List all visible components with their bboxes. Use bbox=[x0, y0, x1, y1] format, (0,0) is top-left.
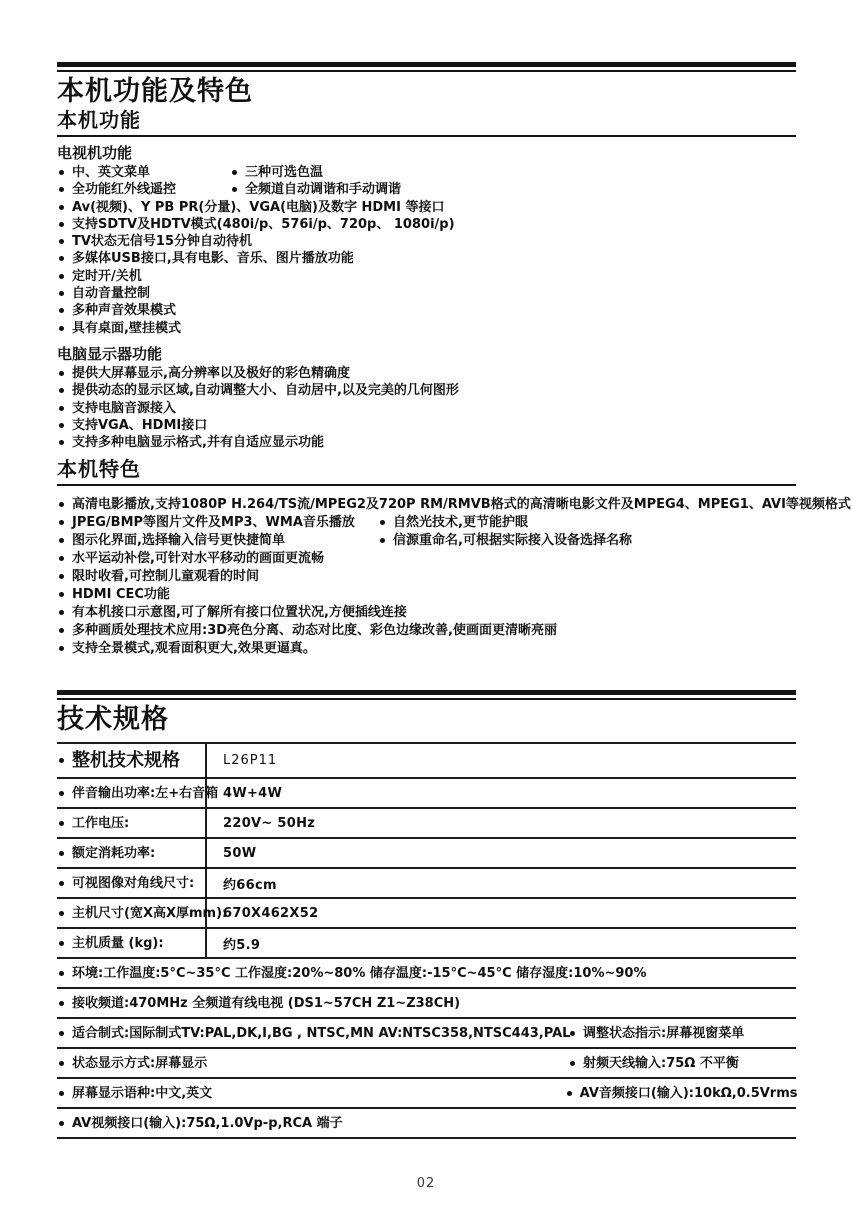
spec-row bbox=[57, 989, 796, 1019]
bullet-text: 水平运动补偿,可针对水平移动的画面更流畅 bbox=[72, 551, 324, 567]
section-title-features: 本机功能及特色 bbox=[57, 76, 253, 107]
bullet-item bbox=[57, 785, 219, 802]
list-item bbox=[57, 181, 796, 198]
bullet-icon bbox=[570, 1061, 575, 1066]
bullet-item bbox=[57, 550, 324, 568]
bullet-icon bbox=[380, 520, 385, 525]
bullet-icon bbox=[59, 187, 64, 192]
bullet-item bbox=[57, 905, 228, 922]
spec-label-cell bbox=[57, 869, 207, 897]
bullet-item bbox=[57, 181, 230, 198]
bullet-text: 支持电脑音源接入 bbox=[72, 400, 177, 416]
list-item bbox=[57, 586, 796, 604]
list-item bbox=[57, 434, 796, 451]
spec-value: 约66cm bbox=[223, 877, 277, 893]
bullet-icon bbox=[59, 1061, 64, 1066]
spec-label-cell bbox=[57, 809, 207, 837]
bullet-icon bbox=[59, 1121, 64, 1126]
spec-label-cell bbox=[57, 779, 219, 807]
bullet-item bbox=[57, 434, 324, 451]
bullet-icon bbox=[232, 170, 237, 175]
bullet-text: 调整状态指示:屏幕视窗菜单 bbox=[583, 1025, 745, 1041]
spec-value-cell bbox=[207, 929, 796, 957]
spec-value-cell bbox=[207, 744, 796, 777]
bullet-icon bbox=[59, 1091, 64, 1096]
bullet-icon bbox=[59, 222, 64, 227]
bullet-icon bbox=[59, 326, 64, 331]
list-item bbox=[57, 164, 796, 181]
bullet-text: 适合制式:国际制式TV:PAL,DK,I,BG , NTSC,MN AV:NTSC358,NTSC443,PAL bbox=[72, 1025, 571, 1041]
bullet-item bbox=[57, 320, 181, 337]
bullet-icon bbox=[232, 187, 237, 192]
spec-label-cell bbox=[57, 899, 228, 927]
bullet-item bbox=[565, 1079, 796, 1107]
bullet-text: 接收频道:470MHz 全频道有线电视 (DS1~57CH Z1~Z38CH) bbox=[72, 995, 461, 1011]
bullet-item bbox=[57, 935, 164, 952]
bullet-icon bbox=[59, 388, 64, 393]
bullet-icon bbox=[59, 851, 64, 856]
list-item bbox=[57, 216, 796, 233]
specs-divider-thick bbox=[57, 690, 796, 695]
group-heading-pc-functions: 电脑显示器功能 bbox=[57, 344, 163, 363]
bullet-item bbox=[57, 268, 142, 285]
bullet-icon bbox=[59, 971, 64, 976]
bullet-text: 支持VGA、HDMI接口 bbox=[72, 417, 208, 433]
page-number: 02 bbox=[416, 1176, 436, 1191]
bullet-icon bbox=[59, 646, 64, 651]
bullet-text: JPEG/BMP等图片文件及MP3、WMA音乐播放 bbox=[72, 515, 355, 531]
list-item bbox=[57, 250, 796, 267]
bullet-item bbox=[568, 1049, 739, 1077]
bullet-text: AV视频接口(输入):75Ω,1.0Vp-p,RCA 端子 bbox=[72, 1115, 343, 1131]
top-divider-thick bbox=[57, 62, 796, 67]
top-divider-thin bbox=[57, 70, 796, 72]
bullet-icon bbox=[59, 274, 64, 279]
bullet-icon bbox=[59, 170, 64, 175]
list-item bbox=[57, 568, 796, 586]
bullet-item bbox=[378, 532, 632, 550]
bullet-item bbox=[57, 959, 646, 987]
bullet-item bbox=[57, 514, 378, 532]
bullet-text: 支持SDTV及HDTV模式(480i/p、576i/p、720p、 1080i/p) bbox=[72, 216, 455, 232]
bullet-item bbox=[57, 400, 176, 417]
spec-value-cell bbox=[207, 869, 796, 897]
bullet-item bbox=[57, 845, 155, 862]
bullet-text: 主机尺寸(宽X高X厚mm): bbox=[72, 905, 228, 921]
bullet-icon bbox=[59, 574, 64, 579]
bullet-item bbox=[57, 640, 316, 658]
subsection-title-functions: 本机功能 bbox=[57, 108, 796, 137]
spec-row bbox=[57, 779, 796, 809]
bullet-icon bbox=[59, 758, 64, 763]
bullet-icon bbox=[59, 941, 64, 946]
bullet-item bbox=[57, 216, 455, 233]
bullet-item bbox=[57, 1019, 571, 1047]
bullet-icon bbox=[59, 502, 64, 507]
bullet-text: 射频天线输入:75Ω 不平衡 bbox=[583, 1055, 739, 1071]
bullet-item bbox=[57, 1079, 565, 1107]
bullet-item bbox=[57, 568, 259, 586]
bullet-text: 屏幕显示语种:中文,英文 bbox=[72, 1085, 213, 1101]
list-item bbox=[57, 268, 796, 285]
characteristics-list bbox=[57, 496, 851, 658]
list-item bbox=[57, 320, 796, 337]
bullet-item bbox=[57, 604, 407, 622]
spec-value-cell bbox=[207, 809, 796, 837]
bullet-item bbox=[57, 250, 354, 267]
spec-row bbox=[57, 899, 796, 929]
spec-value: L26P11 bbox=[223, 753, 278, 769]
pc-functions-list bbox=[57, 365, 796, 451]
bullet-item bbox=[57, 233, 252, 250]
bullet-icon bbox=[59, 205, 64, 210]
bullet-text: 具有桌面,壁挂模式 bbox=[72, 320, 181, 336]
spec-value: 670X462X52 bbox=[223, 905, 319, 921]
bullet-item bbox=[57, 365, 350, 382]
spec-row bbox=[57, 1049, 796, 1079]
bullet-icon bbox=[59, 628, 64, 633]
list-item bbox=[57, 233, 796, 250]
bullet-item bbox=[230, 164, 323, 181]
bullet-item bbox=[57, 875, 194, 892]
bullet-item bbox=[57, 1049, 568, 1077]
list-item bbox=[57, 285, 796, 302]
bullet-text: 中、英文菜单 bbox=[72, 165, 151, 180]
bullet-icon bbox=[59, 538, 64, 543]
list-item bbox=[57, 514, 796, 532]
bullet-text: TV状态无信号15分钟自动待机 bbox=[72, 234, 253, 250]
bullet-item bbox=[57, 302, 176, 319]
subsection-title-characteristics: 本机特色 bbox=[57, 457, 796, 486]
bullet-item bbox=[57, 750, 180, 772]
bullet-text: 支持全景模式,观看面积更大,效果更逼真。 bbox=[72, 641, 316, 657]
bullet-text: 多种声音效果模式 bbox=[72, 303, 177, 319]
spec-value-cell bbox=[207, 839, 796, 867]
spec-value-cell bbox=[207, 779, 796, 807]
bullet-item bbox=[57, 164, 230, 181]
bullet-item bbox=[57, 417, 207, 434]
spec-table bbox=[57, 742, 796, 1139]
bullet-icon bbox=[59, 371, 64, 376]
list-item bbox=[57, 417, 796, 434]
spec-value: 220V~ 50Hz bbox=[223, 815, 316, 831]
list-item bbox=[57, 365, 796, 382]
spec-row bbox=[57, 959, 796, 989]
bullet-icon bbox=[59, 821, 64, 826]
list-item bbox=[57, 400, 796, 417]
bullet-icon bbox=[570, 1031, 575, 1036]
bullet-icon bbox=[567, 1091, 572, 1096]
bullet-text: 自然光技术,更节能护眼 bbox=[393, 515, 528, 531]
bullet-icon bbox=[59, 440, 64, 445]
spec-value: 50W bbox=[223, 845, 257, 861]
spec-row bbox=[57, 809, 796, 839]
bullet-text: 状态显示方式:屏幕显示 bbox=[72, 1055, 208, 1071]
bullet-text: 定时开/关机 bbox=[72, 268, 142, 284]
list-item bbox=[57, 302, 796, 319]
bullet-icon bbox=[59, 520, 64, 525]
bullet-icon bbox=[59, 592, 64, 597]
bullet-icon bbox=[59, 423, 64, 428]
bullet-icon bbox=[59, 556, 64, 561]
bullet-text: 全功能红外线遥控 bbox=[72, 182, 177, 198]
bullet-text: 图示化界面,选择输入信号更快捷简单 bbox=[72, 533, 285, 549]
bullet-item bbox=[57, 496, 851, 514]
list-item bbox=[57, 382, 796, 399]
bullet-item bbox=[230, 181, 401, 198]
spec-row bbox=[57, 1079, 796, 1109]
bullet-text: 限时收看,可控制儿童观看的时间 bbox=[72, 569, 259, 585]
bullet-text: 多种画质处理技术应用:3D亮色分离、动态对比度、彩色边缘改善,使画面更清晰亮丽 bbox=[72, 623, 557, 639]
spec-value-cell bbox=[207, 899, 796, 927]
bullet-item bbox=[57, 532, 378, 550]
bullet-item bbox=[57, 622, 557, 640]
bullet-item bbox=[57, 1109, 343, 1137]
bullet-icon bbox=[59, 911, 64, 916]
bullet-text: 支持多种电脑显示格式,并有自适应显示功能 bbox=[72, 435, 324, 451]
bullet-icon bbox=[59, 791, 64, 796]
bullet-text: HDMI CEC功能 bbox=[72, 587, 170, 603]
bullet-text: 工作电压: bbox=[72, 815, 130, 831]
bullet-icon bbox=[380, 538, 385, 543]
bullet-icon bbox=[59, 610, 64, 615]
bullet-text: 高清电影播放,支持1080P H.264/TS流/MPEG2及720P RM/RMVB格式的高清晰电影文件及MPEG4、MPEG1、AVI等视频格式 bbox=[72, 497, 851, 513]
bullet-icon bbox=[59, 1001, 64, 1006]
bullet-item bbox=[57, 586, 170, 604]
spec-row bbox=[57, 1109, 796, 1139]
list-item bbox=[57, 532, 796, 550]
bullet-item bbox=[57, 815, 129, 832]
bullet-icon bbox=[59, 1031, 64, 1036]
group-heading-tv-functions: 电视机功能 bbox=[57, 144, 133, 162]
bullet-text: 伴音输出功率:左+右音箱 bbox=[72, 785, 219, 801]
bullet-item bbox=[57, 199, 444, 216]
bullet-text: 多媒体USB接口,具有电影、音乐、图片播放功能 bbox=[72, 251, 354, 267]
tv-functions-list bbox=[57, 164, 796, 337]
bullet-text: 整机技术规格 bbox=[72, 750, 180, 772]
bullet-text: Av(视频)、Y PB PR(分量)、VGA(电脑)及数字 HDMI 等接口 bbox=[72, 199, 445, 215]
spec-row bbox=[57, 869, 796, 899]
bullet-text: 有本机接口示意图,可了解所有接口位置状况,方便插线连接 bbox=[72, 605, 407, 621]
bullet-icon bbox=[59, 881, 64, 886]
bullet-text: 提供动态的显示区域,自动调整大小、自动居中,以及完美的几何图形 bbox=[72, 383, 459, 399]
bullet-icon bbox=[59, 291, 64, 296]
spec-label-cell bbox=[57, 929, 207, 957]
bullet-item bbox=[57, 285, 150, 302]
bullet-text: 主机质量 (kg): bbox=[72, 935, 164, 951]
bullet-item bbox=[378, 514, 528, 532]
list-item bbox=[57, 622, 796, 640]
spec-label-cell bbox=[57, 744, 207, 777]
bullet-text: 全频道自动调谐和手动调谐 bbox=[245, 182, 402, 198]
bullet-text: 信源重命名,可根据实际接入设备选择名称 bbox=[393, 533, 632, 549]
list-item bbox=[57, 199, 796, 216]
bullet-text: 可视图像对角线尺寸: bbox=[72, 875, 195, 891]
list-item bbox=[57, 640, 796, 658]
section-title-specs: 技术规格 bbox=[57, 704, 169, 736]
bullet-text: 自动音量控制 bbox=[72, 286, 151, 302]
spec-row bbox=[57, 839, 796, 869]
bullet-icon bbox=[59, 256, 64, 261]
bullet-text: 三种可选色温 bbox=[245, 165, 324, 180]
spec-row bbox=[57, 929, 796, 959]
spec-row bbox=[57, 1019, 796, 1049]
spec-value: 4W+4W bbox=[223, 785, 283, 801]
bullet-item bbox=[57, 382, 459, 399]
bullet-icon bbox=[59, 308, 64, 313]
page-content bbox=[57, 62, 851, 1139]
bullet-text: 环境:工作温度:5°C~35°C 工作湿度:20%~80% 储存温度:-15°C~45°C 储存湿度:10%~90% bbox=[72, 965, 647, 981]
bullet-item bbox=[568, 1019, 744, 1047]
spec-label-cell bbox=[57, 839, 207, 867]
bullet-text: AV音频接口(输入):10kΩ,0.5Vrms bbox=[579, 1085, 798, 1101]
bullet-icon bbox=[59, 406, 64, 411]
bullet-item bbox=[57, 989, 460, 1017]
spec-value: 约5.9 bbox=[223, 937, 261, 953]
list-item bbox=[57, 550, 796, 568]
bullet-text: 提供大屏幕显示,高分辨率以及极好的彩色精确度 bbox=[72, 365, 350, 381]
bullet-icon bbox=[59, 239, 64, 244]
list-item bbox=[57, 496, 851, 514]
bullet-text: 额定消耗功率: bbox=[72, 845, 156, 861]
specs-divider-thin bbox=[57, 698, 796, 700]
spec-row bbox=[57, 744, 796, 779]
list-item bbox=[57, 604, 796, 622]
